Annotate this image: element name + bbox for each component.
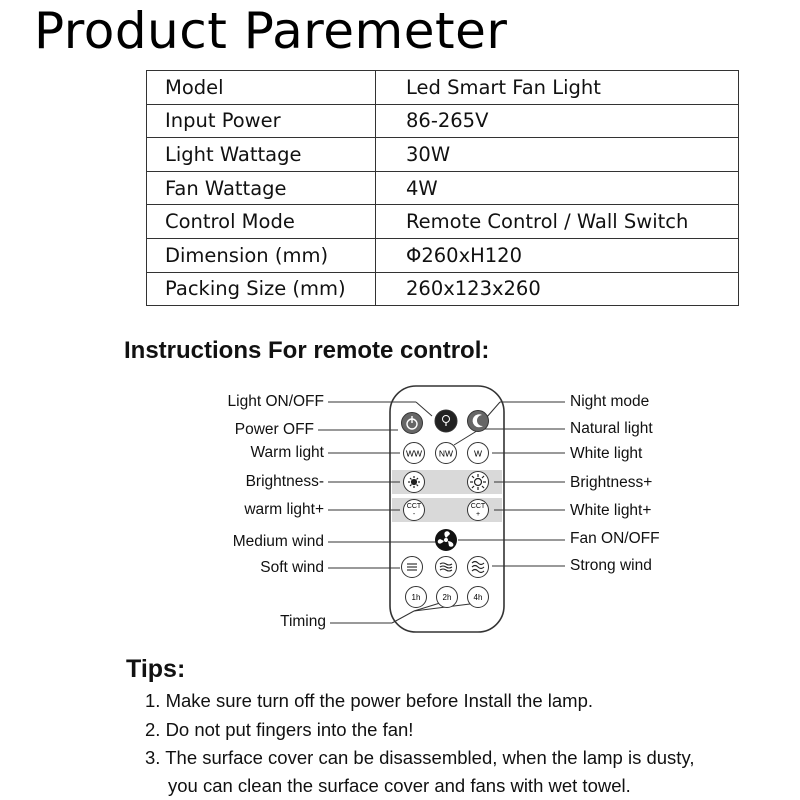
param-value: 4W — [376, 171, 739, 205]
timer-2h-label: 2h — [442, 593, 452, 602]
label-fan-on-off: Fan ON/OFF — [570, 530, 660, 547]
timer-4h-label: 4h — [473, 593, 483, 602]
label-natural-light: Natural light — [570, 420, 653, 437]
label-brightness-minus: Brightness- — [245, 473, 324, 490]
power-button — [402, 413, 423, 434]
label-strong-wind: Strong wind — [570, 557, 652, 574]
remote-heading: Instructions For remote control: — [124, 337, 490, 364]
minus-sign: - — [412, 511, 416, 518]
label-white-light-plus: White light+ — [570, 502, 652, 519]
param-value: Remote Control / Wall Switch — [376, 205, 739, 239]
label-night-mode: Night mode — [570, 393, 650, 410]
param-value: 86-265V — [376, 104, 739, 138]
param-value: Φ260xH120 — [376, 238, 739, 272]
label-light-on-off: Light ON/OFF — [227, 393, 324, 410]
night-mode-button — [468, 411, 489, 432]
tip-item: 3. The surface cover can be disassembled, when the lamp is dusty, — [145, 747, 695, 768]
page-title: Product Paremeter — [34, 2, 508, 60]
w-label: W — [473, 448, 483, 459]
param-key: Model — [147, 71, 376, 105]
param-key: Dimension (mm) — [147, 238, 376, 272]
param-key: Fan Wattage — [147, 171, 376, 205]
label-brightness-plus: Brightness+ — [570, 474, 653, 491]
cct-plus-label: CCT — [470, 503, 486, 510]
light-button — [435, 410, 457, 432]
plus-sign: + — [475, 511, 481, 518]
label-soft-wind: Soft wind — [260, 559, 324, 576]
param-value: Led Smart Fan Light — [376, 71, 739, 105]
nw-label: NW — [438, 448, 454, 459]
label-medium-wind: Medium wind — [232, 533, 324, 550]
param-value: 260x123x260 — [376, 272, 739, 306]
param-key: Control Mode — [147, 205, 376, 239]
tip-item: 2. Do not put fingers into the fan! — [145, 719, 414, 740]
label-power-off: Power OFF — [234, 421, 314, 438]
param-key: Light Wattage — [147, 138, 376, 172]
param-key: Input Power — [147, 104, 376, 138]
fan-icon — [435, 529, 457, 551]
param-key: Packing Size (mm) — [147, 272, 376, 306]
label-warm-light: Warm light — [250, 444, 324, 461]
label-timing: Timing — [280, 613, 326, 630]
label-warm-light-plus: warm light+ — [244, 501, 324, 518]
label-white-light: White light — [570, 445, 643, 462]
param-value: 30W — [376, 138, 739, 172]
tip-continuation: you can clean the surface cover and fans with wet towel. — [168, 775, 631, 796]
sun-large-icon — [470, 474, 486, 490]
timer-1h-label: 1h — [411, 593, 421, 602]
tips-heading: Tips: — [126, 655, 186, 683]
cct-minus-label: CCT — [406, 503, 422, 510]
tip-item: 1. Make sure turn off the power before Install the lamp. — [145, 690, 594, 711]
ww-label: WW — [405, 448, 423, 459]
